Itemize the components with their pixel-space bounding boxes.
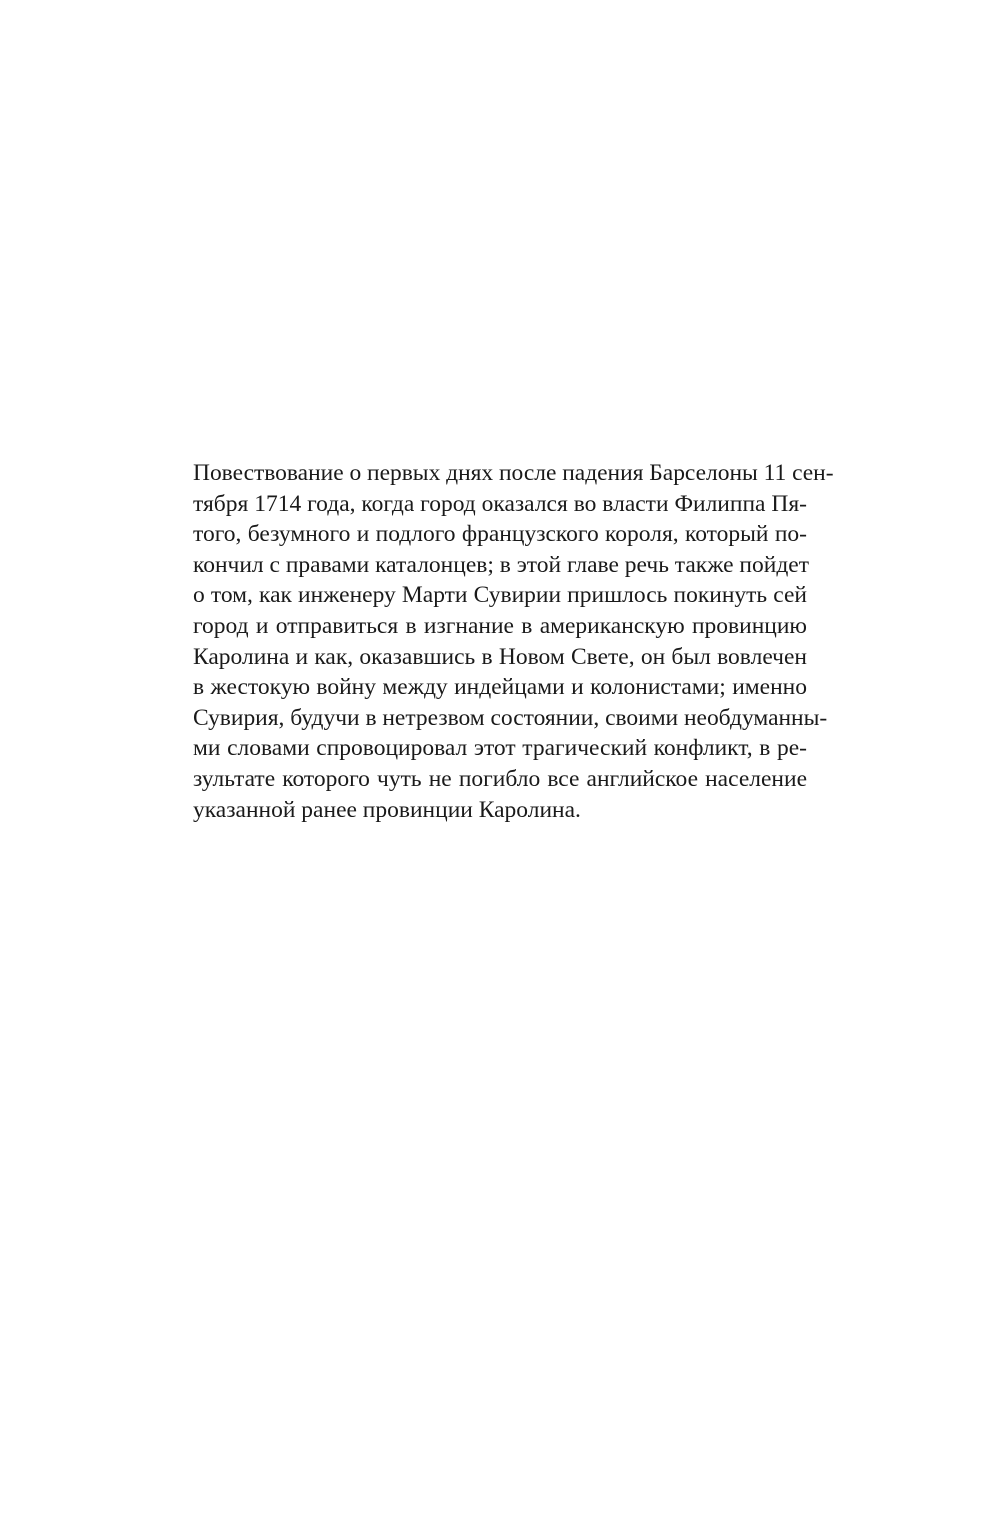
paragraph-line: тября 1714 года, когда город оказался во власти Филиппа Пя-: [193, 490, 807, 517]
paragraph-line: кончил с правами каталонцев; в этой главе речь также пойдет: [193, 551, 809, 578]
paragraph-line: указанной ранее провинции Каролина.: [193, 796, 581, 823]
paragraph-line: Каролина и как, оказавшись в Новом Свете, он был вовлечен: [193, 643, 807, 670]
paragraph-line: ми словами спровоцировал этот трагический конфликт, в ре-: [193, 735, 807, 762]
paragraph-line: Повествование о первых днях после падения Барселоны 11 сен-: [193, 460, 834, 486]
chapter-summary-paragraph: [193, 458, 834, 825]
paragraph-line: город и отправиться в изгнание в американскую провинцию: [193, 612, 807, 639]
paragraph-line: Сувирия, будучи в нетрезвом состоянии, своими необдуманны-: [193, 704, 828, 731]
paragraph-line: в жестокую войну между индейцами и колонистами; именно: [193, 674, 807, 701]
paragraph-line: о том, как инженеру Марти Сувирии пришлось покинуть сей: [193, 582, 807, 609]
paragraph-line: того, безумного и подлого французского короля, который по-: [193, 521, 807, 548]
paragraph-line: зультате которого чуть не погибло все английское население: [193, 765, 807, 792]
